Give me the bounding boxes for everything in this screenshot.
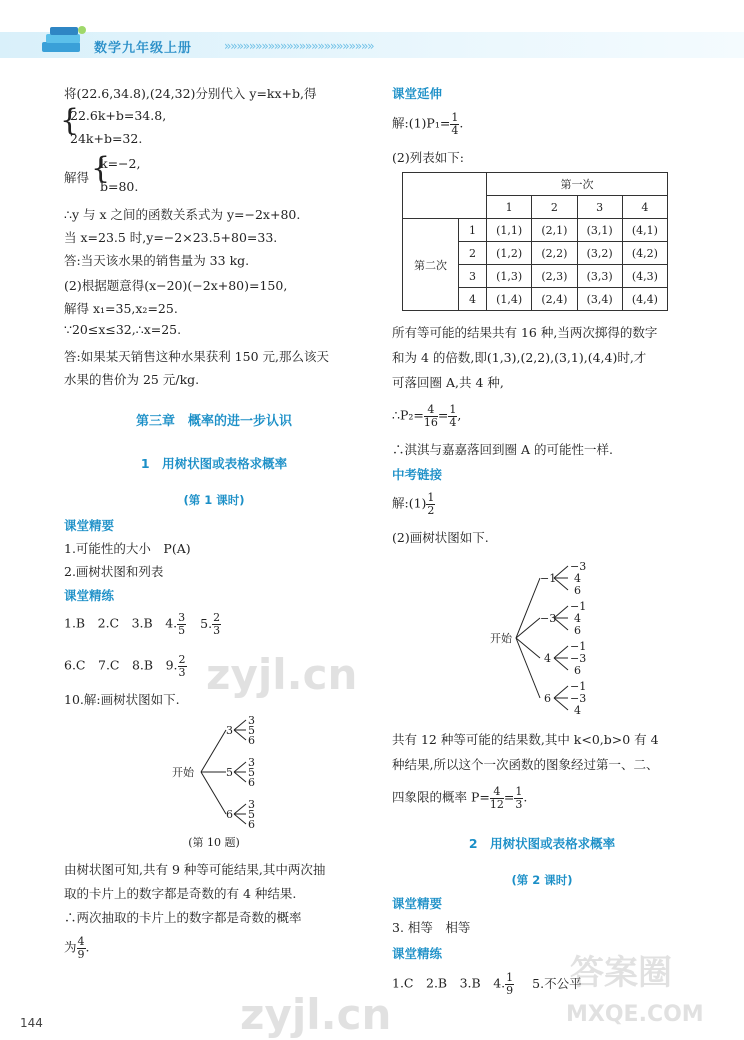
zhongkao-1-text: 解:(1) xyxy=(392,495,427,511)
conclusion-2: 取的卡片上的数字都是奇数的有 4 种结果. xyxy=(64,886,297,901)
table-cell: (3,3) xyxy=(577,265,622,288)
table-cell: (3,2) xyxy=(577,242,622,265)
left-line-5: (2)根据题意得(x−20)(−2x+80)=150, xyxy=(64,278,288,293)
table-cell: (4,3) xyxy=(622,265,667,288)
tree2-leaf: −1 xyxy=(570,600,587,613)
p2-fraction-2-numerator: 1 xyxy=(449,403,457,416)
yanshen-1-text: 解:(1)P₁= xyxy=(392,115,451,131)
left-sys1b: 24k+b=32. xyxy=(70,131,143,146)
answer-5-label: 5. xyxy=(200,615,213,631)
tree2-leaf: 6 xyxy=(574,624,581,637)
answers-last-denominator: 9 xyxy=(506,983,514,997)
conclusion-4: 为 $\frac{4}{9}$ . xyxy=(64,935,90,961)
tree10-leaf: 5 xyxy=(248,724,255,737)
table-corner xyxy=(403,173,487,219)
p2-fraction-2 xyxy=(448,404,457,428)
table-conclusion-3: 可落回圈 A,共 4 种, xyxy=(392,375,504,390)
answer-9-denominator: 3 xyxy=(178,665,186,679)
tree2-branch-3: 4 xyxy=(544,652,551,665)
table-cell: (4,4) xyxy=(622,288,667,311)
left-line-1: 将(22.6,34.8),(24,32)分别代入 y=kx+b,得 xyxy=(64,86,317,101)
caption-q10: (第 10 题) xyxy=(188,836,240,849)
page-number: 144 xyxy=(20,1016,43,1030)
conclusion-4-fraction xyxy=(77,936,86,960)
left-line-7: ∵20≤x≤32,∴x=25. xyxy=(64,322,182,337)
tree2-leaf: −1 xyxy=(570,680,587,693)
lesson-2-label: (第 2 课时) xyxy=(511,873,573,887)
tree2-start: 开始 xyxy=(490,632,512,645)
table-cell: (1,3) xyxy=(487,265,532,288)
conclusion-4-numerator: 4 xyxy=(77,935,85,948)
answer-9-numerator: 2 xyxy=(178,653,186,666)
zhongkao-fraction-2 xyxy=(514,786,523,810)
zhongkao-fraction-1 xyxy=(490,786,504,810)
answers-last-tail: 5.不公平 xyxy=(532,975,582,991)
answer-4-numerator: 3 xyxy=(178,611,186,624)
table-cell: (2,1) xyxy=(532,219,577,242)
zhongkao-fraction-1-numerator: 4 xyxy=(490,786,504,799)
section-1-title: 1 用树状图或表格求概率 xyxy=(140,456,288,471)
conclusion-1: 由树状图可知,共有 9 种等可能结果,其中两次抽 xyxy=(64,862,326,877)
tree2-leaf: 4 xyxy=(574,572,581,585)
p2-fraction-1-numerator: 4 xyxy=(424,404,438,417)
zhongkao-result-1: 共有 12 种等可能的结果数,其中 k<0,b>0 有 4 xyxy=(392,732,659,747)
answer-4-denominator: 5 xyxy=(178,623,186,637)
table-row-header: 2 xyxy=(459,242,487,265)
table-header-first: 第一次 xyxy=(487,173,668,196)
table-cell: (2,3) xyxy=(532,265,577,288)
table-col-header: 2 xyxy=(532,196,577,219)
yanshen-1-denominator: 4 xyxy=(451,123,459,137)
table-header-second: 第二次 xyxy=(403,219,459,311)
tree10-leaf: 3 xyxy=(248,714,255,727)
tree10-leaf: 3 xyxy=(248,756,255,769)
p2-fraction-1 xyxy=(424,404,438,428)
jingyao-1: 1.可能性的大小 P(A) xyxy=(64,541,191,556)
watermark-daanquan: 答案圈 xyxy=(570,953,672,993)
tree10-branch-3: 6 xyxy=(226,808,233,821)
yanshen-1-fraction xyxy=(450,112,459,136)
zhongkao-1-fraction xyxy=(426,492,435,516)
tree2-leaf: 6 xyxy=(574,584,581,597)
tree10-leaf: 3 xyxy=(248,798,255,811)
heading-ketang-jinglian: 课堂精练 xyxy=(64,588,115,603)
left-line-3: 当 x=23.5 时,y=−2×23.5+80=33. xyxy=(64,230,278,245)
table-cell: (4,1) xyxy=(622,219,667,242)
zhongkao-1-numerator: 1 xyxy=(427,491,435,504)
left-brace-1: { xyxy=(60,103,80,138)
table-cell: (3,4) xyxy=(577,288,622,311)
table-row-header: 1 xyxy=(459,219,487,242)
answers-last-text: 1.C 2.B 3.B 4. xyxy=(392,975,506,991)
tree-diagram-zhongkao xyxy=(488,556,618,718)
heading-ketang-yanshen: 课堂延伸 xyxy=(392,86,443,101)
table-cell: (1,4) xyxy=(487,288,532,311)
tree10-leaf: 5 xyxy=(248,808,255,821)
table-col-header: 1 xyxy=(487,196,532,219)
yanshen-1-numerator: 1 xyxy=(451,111,459,124)
answers-row-1-text: 1.B 2.C 3.B 4. xyxy=(64,615,178,631)
zhongkao-fraction-2-numerator: 1 xyxy=(515,785,523,798)
left-brace-2: { xyxy=(91,151,111,186)
tree2-leaf: −3 xyxy=(570,652,587,665)
zhongkao-result-3-text: 四象限的概率 P= xyxy=(392,789,490,805)
watermark-zyjl-1: zyjl.cn xyxy=(206,650,358,699)
jingyao-2: 2.画树状图和列表 xyxy=(64,564,164,579)
table-cell: (1,1) xyxy=(487,219,532,242)
table-cell: (3,1) xyxy=(577,219,622,242)
answers-row-2 xyxy=(64,654,187,678)
tree10-branch-2: 5 xyxy=(226,766,233,779)
heading-ketang-jingyao: 课堂精要 xyxy=(64,518,115,533)
left-line-2: ∴y 与 x 之间的函数关系式为 y=−2x+80. xyxy=(64,207,301,222)
answer-5-denominator: 3 xyxy=(213,623,221,637)
lesson-1-label: (第 1 课时) xyxy=(183,493,245,507)
p2-fraction-1-denominator: 16 xyxy=(423,415,438,429)
p2-text: ∴P₂= xyxy=(392,407,424,423)
section-2-title: 2 用树状图或表格求概率 xyxy=(468,836,616,851)
table-col-header: 4 xyxy=(622,196,667,219)
tree2-branch-2: −3 xyxy=(540,612,557,625)
tree2-branch-1: −1 xyxy=(540,572,557,585)
table-cell: (2,2) xyxy=(532,242,577,265)
header-title: 数学九年级上册 xyxy=(94,41,193,56)
watermark-zyjl-2: zyjl.cn xyxy=(240,990,392,1039)
answer-5-numerator: 2 xyxy=(213,611,221,624)
table-row-header: 4 xyxy=(459,288,487,311)
tree10-leaf: 6 xyxy=(248,734,255,747)
answers-row-2-text: 6.C 7.C 8.B 9. xyxy=(64,657,178,673)
zhongkao-fraction-1-denominator: 12 xyxy=(489,797,504,811)
conclusion-4-denominator: 9 xyxy=(77,947,85,961)
answers-last xyxy=(392,972,582,996)
zhongkao-1 xyxy=(392,492,435,516)
answers-last-numerator: 1 xyxy=(506,971,514,984)
watermark-mxqe: MXQE.COM xyxy=(566,1002,704,1027)
tree10-start: 开始 xyxy=(172,766,194,779)
tree2-branch-4: 6 xyxy=(544,692,551,705)
left-sys2a: k=−2, xyxy=(100,156,141,171)
tree2-leaf: −1 xyxy=(570,640,587,653)
heading-ketang-jingyao-2: 课堂精要 xyxy=(392,896,443,911)
conclusion-4-text: 为 xyxy=(64,939,77,955)
table-cell: (4,2) xyxy=(622,242,667,265)
left-sys1a: 22.6k+b=34.8, xyxy=(70,108,167,123)
zhongkao-2: (2)画树状图如下. xyxy=(392,530,489,545)
zhongkao-result-3: 四象限的概率 P= $\frac{4}{12}$ = $\frac{1}{3}$ . xyxy=(392,785,528,811)
answers-last-fraction xyxy=(505,972,514,996)
solve-label: 解得 xyxy=(64,170,90,185)
yanshen-2: (2)列表如下: xyxy=(392,150,464,165)
left-line-9: 水果的售价为 25 元/kg. xyxy=(64,372,200,387)
tree2-leaf: −3 xyxy=(570,560,587,573)
zhongkao-result-2: 种结果,所以这个一次函数的图象经过第一、二、 xyxy=(392,757,659,772)
table-conclusion-1: 所有等可能的结果共有 16 种,当两次掷得的数字 xyxy=(392,325,658,340)
tree10-leaf: 6 xyxy=(248,818,255,830)
table-col-header: 3 xyxy=(577,196,622,219)
table-conclusion-4: ∴P₂= $\frac{4}{16}$ = $\frac{1}{4}$ , xyxy=(392,403,462,429)
heading-ketang-jinglian-2: 课堂精练 xyxy=(392,946,443,961)
tree2-leaf: −3 xyxy=(570,692,587,705)
question-10: 10.解:画树状图如下. xyxy=(64,692,180,707)
heading-zhongkao: 中考链接 xyxy=(392,467,443,482)
answers-row-1 xyxy=(64,612,221,636)
answer-4-fraction xyxy=(177,612,186,636)
answer-9-fraction xyxy=(178,654,187,678)
table-cell: (2,4) xyxy=(532,288,577,311)
left-line-8: 答:如果某天销售这种水果获利 150 元,那么该天 xyxy=(64,349,329,364)
chapter-title: 第三章 概率的进一步认识 xyxy=(135,414,292,429)
left-line-6: 解得 x₁=35,x₂=25. xyxy=(64,301,178,316)
left-sys2b: b=80. xyxy=(100,179,139,194)
tree10-branch-1: 3 xyxy=(226,724,233,737)
tree2-leaf: 6 xyxy=(574,664,581,677)
zhongkao-fraction-2-denominator: 3 xyxy=(515,797,523,811)
book-stack-icon xyxy=(38,22,90,60)
tree10-leaf: 5 xyxy=(248,766,255,779)
tree10-leaf: 6 xyxy=(248,776,255,789)
yanshen-1: 解:(1)P₁= $\frac{1}{4}$ . xyxy=(392,111,464,137)
table-cell: (1,2) xyxy=(487,242,532,265)
p2-fraction-2-denominator: 4 xyxy=(449,415,457,429)
table-conclusion-5: ∴淇淇与嘉嘉落回到圈 A 的可能性一样. xyxy=(392,442,613,457)
outcome-table xyxy=(402,172,668,311)
left-line-4: 答:当天该水果的销售量为 33 kg. xyxy=(64,253,250,268)
header-arrows: »»»»»»»»»»»»»»»»»»»»»»»» xyxy=(224,39,374,53)
tree2-leaf: 4 xyxy=(574,612,581,625)
answer-5-fraction xyxy=(212,612,221,636)
tree2-leaf: 4 xyxy=(574,704,581,717)
zhongkao-1-denominator: 2 xyxy=(427,503,435,517)
table-conclusion-2: 和为 4 的倍数,即(1,3),(2,2),(3,1),(4,4)时,才 xyxy=(392,350,647,365)
table-row-header: 3 xyxy=(459,265,487,288)
tree-diagram-q10 xyxy=(164,712,274,830)
jingyao-3: 3. 相等 相等 xyxy=(392,920,471,935)
conclusion-3: ∴两次抽取的卡片上的数字都是奇数的概率 xyxy=(64,910,302,925)
